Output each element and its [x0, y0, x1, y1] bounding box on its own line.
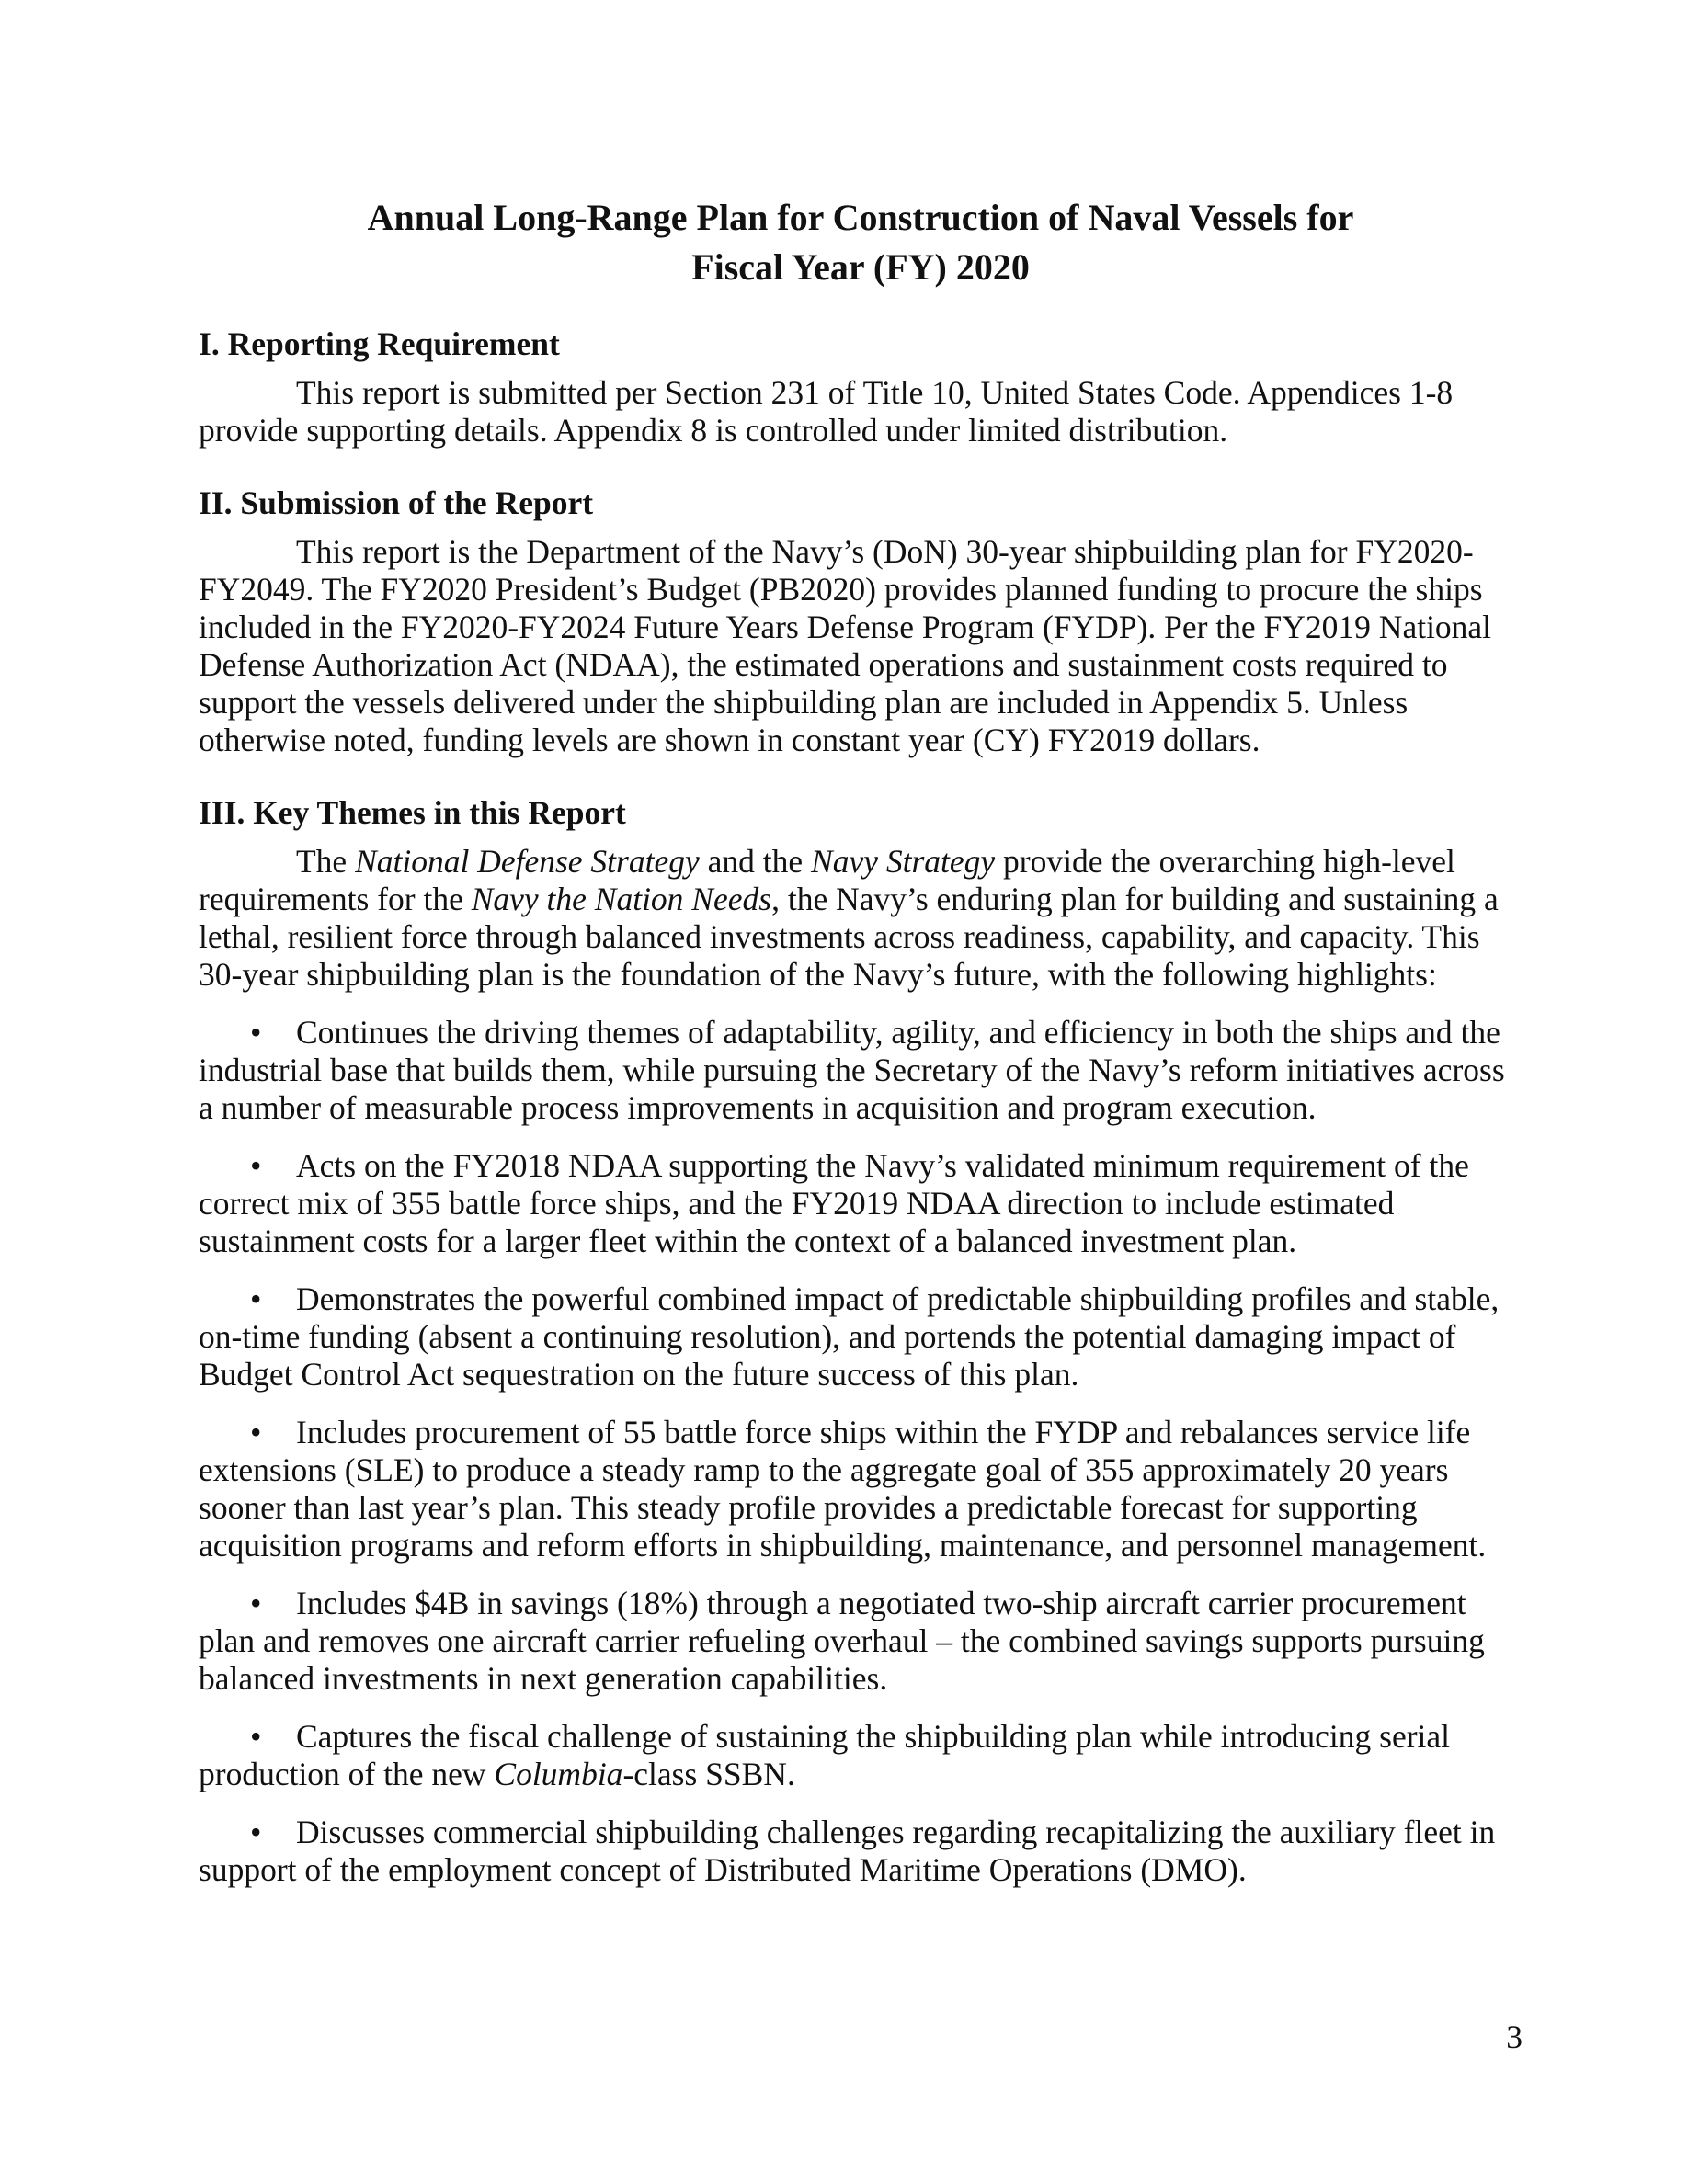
intro-text-3: provide the overarching high-level requirements for the	[199, 843, 1455, 917]
bullet-symbol: •	[250, 1280, 262, 1317]
bullet-item	[199, 1585, 1523, 1698]
section-1-body: This report is submitted per Section 231 of Title 10, United States Code. Appendices 1-8 provide supporting details. Appendix 8 is controlled under limited distribution.	[199, 374, 1454, 449]
section-2-heading: II. Submission of the Report	[199, 484, 594, 521]
bullet-text: Includes procurement of 55 battle force ships within the FYDP and rebalances service life extensions (SLE) to produce a steady ramp to the aggregate goal of 355 approximately 20 years sooner than last year’s plan. This steady profile provides a predictable forecast for supporting acquisition programs and reform efforts in shipbuilding, maintenance, and personnel management.	[199, 1414, 1487, 1564]
title-line-1: Annual Long-Range Plan for Construction of Naval Vessels for	[367, 197, 1354, 238]
bullet-item	[199, 1718, 1523, 1793]
intro-text-4: , the Navy’s enduring plan for building and sustaining a lethal, resilient force through balanced investments across readiness, capability, and capacity. This 30-year shipbuilding plan is the foundation of the Navy’s future, with the following highlights:	[199, 881, 1499, 993]
bullet-text: Demonstrates the powerful combined impact of predictable shipbuilding profiles and stable, on-time funding (absent a continuing resolution), and portends the potential damaging impact of Budget Control Act sequestration on the future success of this plan.	[199, 1280, 1500, 1393]
page-content	[199, 193, 1523, 1909]
intro-italic-1: National Defense Strategy	[355, 843, 700, 880]
bullet-symbol: •	[250, 1585, 262, 1621]
intro-italic-2: Navy Strategy	[811, 843, 996, 880]
section-3-heading: III. Key Themes in this Report	[199, 794, 626, 831]
bullet-symbol: •	[250, 1718, 262, 1755]
bullet-item	[199, 1814, 1523, 1889]
section-3-intro	[199, 843, 1523, 994]
bullet-text: Includes $4B in savings (18%) through a negotiated two-ship aircraft carrier procurement plan and removes one aircraft carrier refueling overhaul – the combined savings supports pursuing balanced investments in next generation capabilities.	[199, 1585, 1485, 1697]
section-1-heading: I. Reporting Requirement	[199, 325, 560, 362]
section-2-body: This report is the Department of the Navy’s (DoN) 30-year shipbuilding plan for FY2020-FY2049. The FY2020 President’s Budget (PB2020) provides planned funding to procure the ships included in the FY2020-FY2024 Future Years Defense Program (FYDP). Per the FY2019 National Defense Authorization Act (NDAA), the estimated operations and sustainment costs required to support the vessels delivered under the shipbuilding plan are included in Appendix 5. Unless otherwise noted, funding levels are shown in constant year (CY) FY2019 dollars.	[199, 533, 1492, 758]
bullet-symbol: •	[250, 1014, 262, 1051]
bullet-text: Acts on the FY2018 NDAA supporting the Navy’s validated minimum requirement of the correct mix of 355 battle force ships, and the FY2019 NDAA direction to include estimated sustainment costs for a larger fleet within the context of a balanced investment plan.	[199, 1147, 1469, 1259]
bullet-text: Discusses commercial shipbuilding challenges regarding recapitalizing the auxiliary fleet in support of the employment concept of Distributed Maritime Operations (DMO).	[199, 1814, 1496, 1888]
bullet-text-part-2: -class SSBN.	[622, 1756, 795, 1792]
intro-italic-3: Navy the Nation Needs	[471, 881, 772, 917]
bullet-symbol: •	[250, 1414, 262, 1450]
bullet-text-part-1: Captures the fiscal challenge of sustaining the shipbuilding plan while introducing serial production of the new	[199, 1718, 1451, 1792]
bullet-item	[199, 1414, 1523, 1564]
page-number: 3	[1506, 2019, 1523, 2055]
intro-text-1: The	[296, 843, 356, 880]
bullet-text: Continues the driving themes of adaptability, agility, and efficiency in both the ships and the industrial base that builds them, while pursuing the Secretary of the Navy’s reform initiatives across a number of measurable process improvements in acquisition and program execution.	[199, 1014, 1505, 1126]
bullet-symbol: •	[250, 1147, 262, 1184]
bullet-item	[199, 1014, 1523, 1127]
document-title	[199, 193, 1523, 292]
bullet-item	[199, 1147, 1523, 1260]
bullet-item	[199, 1280, 1523, 1393]
title-line-2: Fiscal Year (FY) 2020	[691, 246, 1030, 288]
bullet-symbol: •	[250, 1814, 262, 1850]
bullet-italic-columbia: Columbia	[494, 1756, 623, 1792]
intro-text-2: and the	[699, 843, 812, 880]
